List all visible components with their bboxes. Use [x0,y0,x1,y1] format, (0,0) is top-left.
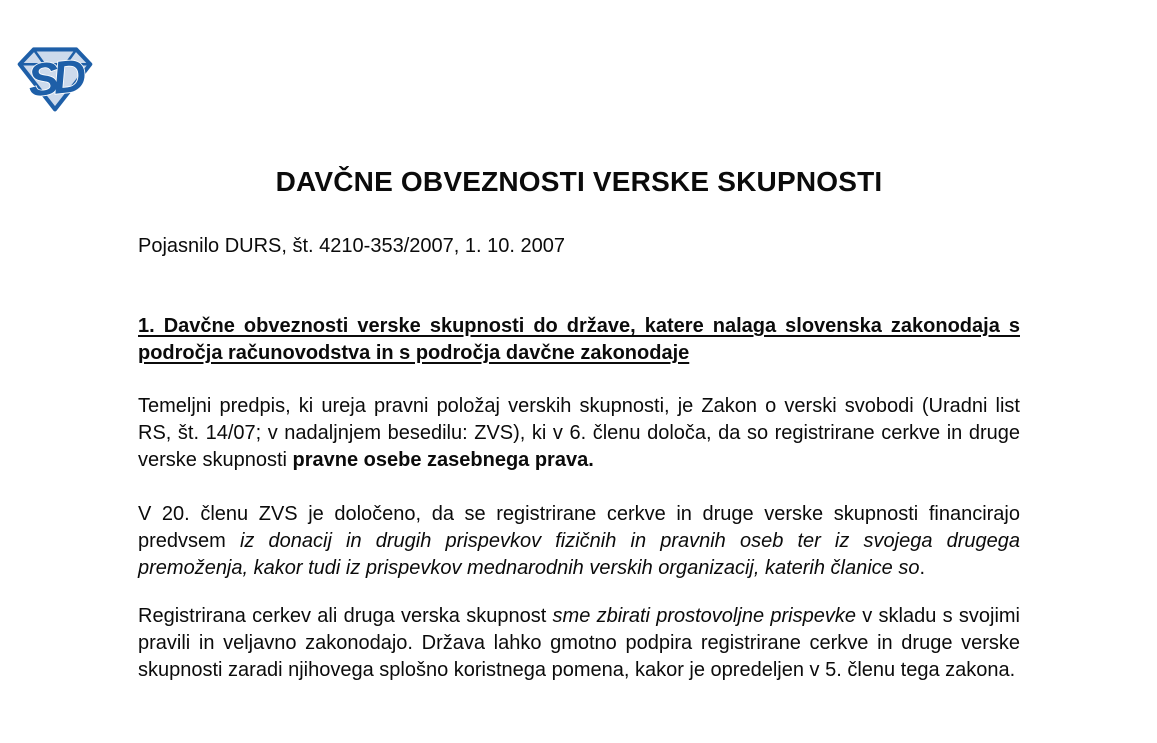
reference-line: Pojasnilo DURS, št. 4210-353/2007, 1. 10. 2007 [138,235,565,257]
paragraph [138,393,1020,474]
text-run: . [919,557,926,579]
paragraph [138,603,1020,684]
logo-letters: SD [25,49,83,107]
sd-diamond-logo [14,44,96,114]
paragraph [138,501,1020,582]
document-title: DAVČNE OBVEZNOSTI VERSKE SKUPNOSTI [275,166,883,197]
text-run: Temeljni predpis, ki ureja pravni položaj verskih skupnosti, je Zakon o verski svobodi (Uradni list RS, št. 14/07; v nadaljnjem besedilu: ZVS), ki v 6. členu določa, da so registrirane cerkve in druge verske skupnosti [138,395,1020,471]
text-run: sme zbirati prostovoljne prispevke [552,605,856,627]
section-heading: 1. Davčne obveznosti verske skupnosti do države, katere nalaga slovenska zakonodaja s področja računovodstva in s področja davčne zakonodaje [138,315,1020,364]
text-run: Registrirana cerkev ali druga verska skupnost [138,605,553,627]
text-run: iz donacij in drugih prispevkov fizičnih in pravnih oseb ter iz svojega drugega premoženja, kakor tudi iz prispevkov mednarodnih verskih organizacij, katerih članice so [138,530,1020,579]
text-run: pravne osebe zasebnega prava. [292,449,594,471]
text-run: v skladu s svojimi pravili in veljavno zakonodajo. Država lahko gmotno podpira registrirane cerkve in druge verske skupnosti zaradi njihovega splošno koristnega pomena, kakor je opredeljen v 5. členu tega zakona. [138,605,1020,681]
text-run: V 20. členu ZVS je določeno, da se registrirane cerkve in druge verske skupnosti financirajo predvsem [138,503,1020,552]
document-content [138,0,1020,684]
